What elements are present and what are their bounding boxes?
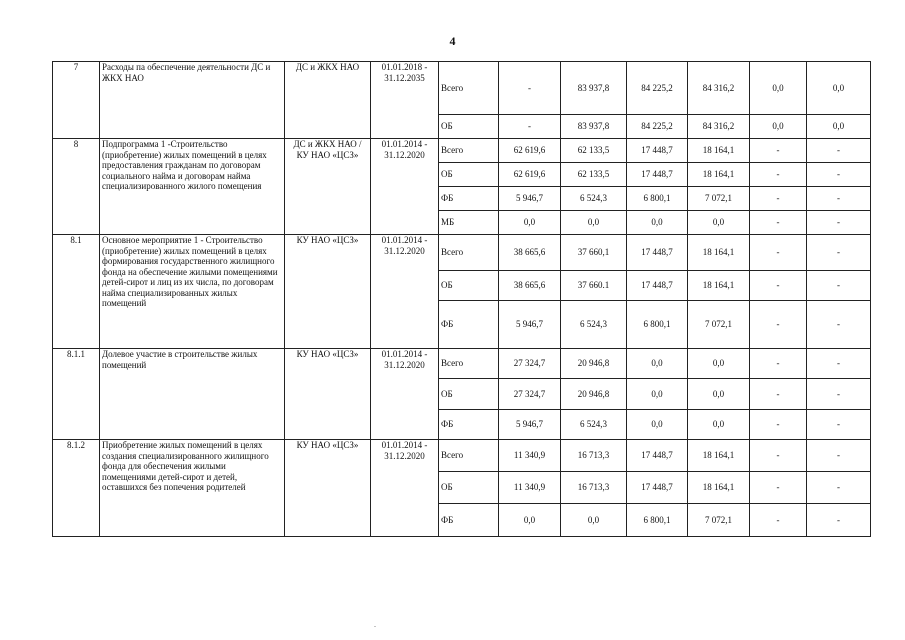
funding-source: Всего — [439, 440, 499, 472]
amount-cell: 0,0 — [688, 379, 750, 410]
amount-cell: - — [750, 301, 807, 349]
amount-cell: 6 524,3 — [561, 301, 627, 349]
amount-cell: 83 937,8 — [561, 115, 627, 139]
page-number: 4 — [449, 34, 456, 48]
amount-cell: 18 164,1 — [688, 163, 750, 187]
funding-source: ОБ — [439, 271, 499, 301]
table-row — [53, 235, 871, 271]
amount-cell: - — [807, 163, 871, 187]
term-dates: 01.01.2018 - 31.12.2035 — [371, 62, 439, 139]
amount-cell: 17 448,7 — [627, 440, 688, 472]
amount-cell: 18 164,1 — [688, 472, 750, 504]
amount-cell: 27 324,7 — [499, 379, 561, 410]
amount-cell: 62 133,5 — [561, 139, 627, 163]
amount-cell: 0,0 — [627, 379, 688, 410]
executor: ДС и ЖКХ НАО — [285, 62, 371, 139]
amount-cell: 0,0 — [807, 62, 871, 115]
amount-cell: 5 946,7 — [499, 187, 561, 211]
amount-cell: - — [750, 139, 807, 163]
amount-cell: 7 072,1 — [688, 187, 750, 211]
amount-cell: - — [750, 472, 807, 504]
amount-cell: 6 524,3 — [561, 410, 627, 440]
amount-cell: 0,0 — [688, 410, 750, 440]
funding-source: ФБ — [439, 301, 499, 349]
amount-cell: - — [807, 440, 871, 472]
funding-source: ОБ — [439, 163, 499, 187]
amount-cell: 84 225,2 — [627, 115, 688, 139]
amount-cell: 7 072,1 — [688, 504, 750, 537]
amount-cell: 27 324,7 — [499, 349, 561, 379]
funding-source: Всего — [439, 139, 499, 163]
amount-cell: 11 340,9 — [499, 472, 561, 504]
amount-cell: 62 619,6 — [499, 139, 561, 163]
amount-cell: 18 164,1 — [688, 139, 750, 163]
amount-cell: - — [750, 504, 807, 537]
funding-source: Всего — [439, 235, 499, 271]
executor: КУ НАО «ЦСЗ» — [285, 235, 371, 349]
amount-cell: - — [807, 211, 871, 235]
amount-cell: 16 713,3 — [561, 440, 627, 472]
amount-cell: 0,0 — [561, 211, 627, 235]
amount-cell: 0,0 — [750, 115, 807, 139]
amount-cell: 0,0 — [499, 504, 561, 537]
amount-cell: 62 133,5 — [561, 163, 627, 187]
budget-table — [52, 61, 871, 537]
amount-cell: - — [499, 115, 561, 139]
funding-source: МБ — [439, 211, 499, 235]
executor: ДС и ЖКХ НАО / КУ НАО «ЦСЗ» — [285, 139, 371, 235]
amount-cell: 37 660,1 — [561, 235, 627, 271]
row-number: 8.1.1 — [53, 349, 100, 440]
funding-source: ФБ — [439, 504, 499, 537]
amount-cell: 17 448,7 — [627, 139, 688, 163]
row-number: 8.1.2 — [53, 440, 100, 537]
amount-cell: - — [750, 379, 807, 410]
amount-cell: 37 660.1 — [561, 271, 627, 301]
amount-cell: 20 946,8 — [561, 379, 627, 410]
amount-cell: - — [807, 349, 871, 379]
executor: КУ НАО «ЦСЗ» — [285, 440, 371, 537]
amount-cell: 84 316,2 — [688, 115, 750, 139]
amount-cell: - — [807, 301, 871, 349]
amount-cell: 38 665,6 — [499, 235, 561, 271]
amount-cell: - — [807, 271, 871, 301]
row-number: 8 — [53, 139, 100, 235]
amount-cell: - — [499, 62, 561, 115]
amount-cell: 62 619,6 — [499, 163, 561, 187]
amount-cell: - — [807, 139, 871, 163]
amount-cell: - — [750, 187, 807, 211]
term-dates: 01.01.2014 - 31.12.2020 — [371, 235, 439, 349]
amount-cell: 5 946,7 — [499, 301, 561, 349]
amount-cell: 16 713,3 — [561, 472, 627, 504]
funding-source: ФБ — [439, 410, 499, 440]
activity-name: Основное мероприятие 1 - Строительство (приобретение) жилых помещений в целях формирования государственного жилищного фонда на обеспечение жилыми помещениями детей-сирот и лиц из их числа, по договорам найма специализированных жилых помещений — [100, 235, 285, 349]
row-number: 7 — [53, 62, 100, 139]
activity-name: Подпрограмма 1 -Строительство (приобретение) жилых помещений в целях предоставления гражданам по договорам социального найма и договорам найма специализированного жилого помещения — [100, 139, 285, 235]
amount-cell: 5 946,7 — [499, 410, 561, 440]
amount-cell: 83 937,8 — [561, 62, 627, 115]
amount-cell: - — [807, 472, 871, 504]
term-dates: 01.01.2014 - 31.12.2020 — [371, 440, 439, 537]
amount-cell: - — [750, 271, 807, 301]
table-row — [53, 139, 871, 163]
funding-source: ФБ — [439, 187, 499, 211]
amount-cell: 6 800,1 — [627, 187, 688, 211]
table-row — [53, 62, 871, 115]
amount-cell: 18 164,1 — [688, 235, 750, 271]
amount-cell: 0,0 — [750, 62, 807, 115]
amount-cell: 18 164,1 — [688, 440, 750, 472]
amount-cell: 6 524,3 — [561, 187, 627, 211]
amount-cell: 0,0 — [807, 115, 871, 139]
funding-source: ОБ — [439, 472, 499, 504]
table-row — [53, 440, 871, 472]
amount-cell: - — [807, 379, 871, 410]
amount-cell: 38 665,6 — [499, 271, 561, 301]
term-dates: 01.01.2014 - 31.12.2020 — [371, 139, 439, 235]
amount-cell: - — [750, 235, 807, 271]
table-body — [53, 62, 871, 537]
funding-source: Всего — [439, 62, 499, 115]
amount-cell: - — [750, 349, 807, 379]
amount-cell: 18 164,1 — [688, 271, 750, 301]
amount-cell: 0,0 — [499, 211, 561, 235]
amount-cell: 0,0 — [688, 349, 750, 379]
amount-cell: 84 225,2 — [627, 62, 688, 115]
amount-cell: - — [807, 235, 871, 271]
amount-cell: 17 448,7 — [627, 235, 688, 271]
amount-cell: - — [750, 410, 807, 440]
activity-name: Расходы па обеспечение деятельности ДС и ЖКХ НАО — [100, 62, 285, 139]
table-row — [53, 349, 871, 379]
amount-cell: 0,0 — [627, 349, 688, 379]
amount-cell: 11 340,9 — [499, 440, 561, 472]
activity-name: Долевое участие в строительстве жилых помещений — [100, 349, 285, 440]
amount-cell: - — [750, 211, 807, 235]
scan-artifact: . — [374, 620, 376, 629]
amount-cell: 0,0 — [561, 504, 627, 537]
amount-cell: - — [750, 440, 807, 472]
executor: КУ НАО «ЦСЗ» — [285, 349, 371, 440]
amount-cell: - — [807, 410, 871, 440]
funding-source: ОБ — [439, 379, 499, 410]
amount-cell: 0,0 — [688, 211, 750, 235]
amount-cell: 0,0 — [627, 410, 688, 440]
term-dates: 01.01.2014 - 31.12.2020 — [371, 349, 439, 440]
amount-cell: 17 448,7 — [627, 271, 688, 301]
amount-cell: - — [807, 187, 871, 211]
amount-cell: 7 072,1 — [688, 301, 750, 349]
activity-name: Приобретение жилых помещений в целях создания специализированного жилищного фонда для обеспечения жилыми помещениями детей-сирот и детей, оставшихся без попечения родителей — [100, 440, 285, 537]
amount-cell: - — [807, 504, 871, 537]
amount-cell: 6 800,1 — [627, 301, 688, 349]
amount-cell: - — [750, 163, 807, 187]
amount-cell: 6 800,1 — [627, 504, 688, 537]
amount-cell: 20 946,8 — [561, 349, 627, 379]
amount-cell: 84 316,2 — [688, 62, 750, 115]
amount-cell: 17 448,7 — [627, 163, 688, 187]
funding-source: ОБ — [439, 115, 499, 139]
amount-cell: 0,0 — [627, 211, 688, 235]
funding-source: Всего — [439, 349, 499, 379]
amount-cell: 17 448,7 — [627, 472, 688, 504]
row-number: 8.1 — [53, 235, 100, 349]
